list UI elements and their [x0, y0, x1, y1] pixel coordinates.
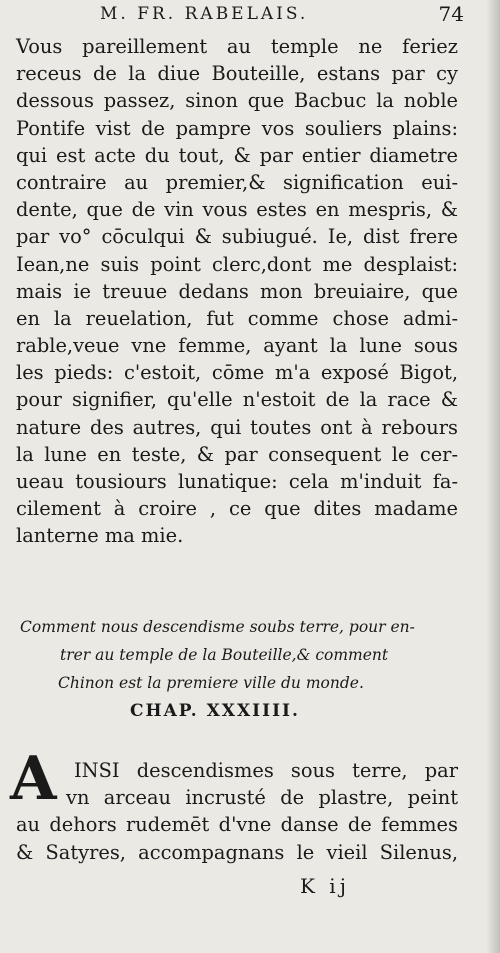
text-line: qui est acte du tout, & par entier diametre	[16, 143, 458, 167]
chapter-heading	[20, 613, 460, 697]
text-line: ueau tousiours lunatique: cela m'induit fa-	[16, 470, 458, 493]
chapter-heading-line: Chinon est la premiere ville du monde.	[58, 674, 364, 692]
text-line: cilement à croire , ce que dites madame	[16, 497, 458, 521]
text-line: vn arceau incrusté de plastre, peint	[66, 786, 458, 810]
text-line: en la reuelation, fut comme chose admi-	[16, 306, 458, 330]
text-line: la lune en teste, & par consequent le cer-	[16, 442, 458, 466]
text-line: pour signifier, qu'elle n'estoit de la race &	[16, 388, 458, 412]
drop-cap: A	[10, 744, 57, 814]
text-line: contraire au premier,& signification eui-	[16, 170, 458, 194]
text-line: Iean,ne suis point clerc,dont me desplaist:	[16, 252, 458, 276]
text-line: les pieds: c'estoit, cōme m'a exposé Bigot,	[16, 361, 458, 385]
text-line: mais ie treuue dedans mon breuiaire, que	[16, 279, 458, 303]
text-line: au dehors rudemēt d'vne danse de femmes	[16, 813, 458, 837]
chapter-heading-line: Comment nous descendisme soubs terre, pour en-	[20, 618, 415, 636]
text-line: INSI descendismes sous terre, par	[74, 759, 458, 782]
body-paragraph	[16, 33, 458, 550]
text-line: & Satyres, accompagnans le vieil Silenus,	[16, 840, 458, 864]
text-line: receus de la diue Bouteille, estans par cy	[16, 62, 458, 86]
running-head: M. FR. RABELAIS.	[100, 4, 309, 24]
chapter-paragraph	[16, 757, 458, 866]
signature-mark: K ij	[300, 874, 350, 898]
chapter-number: CHAP. XXXIIII.	[130, 701, 300, 721]
text-line: nature des autres, qui toutes ont à rebours	[16, 415, 458, 439]
text-line: lanterne ma mie.	[16, 524, 184, 548]
chapter-heading-line: trer au temple de la Bouteille,& comment	[60, 646, 389, 664]
text-line: dessous passez, sinon que Bacbuc la noble	[16, 89, 458, 113]
text-line: rable,veue vne femme, ayant la lune sous	[16, 334, 458, 358]
page-number: 74	[438, 2, 464, 26]
text-line: dente, que de vin vous estes en mespris, &	[16, 198, 458, 222]
text-line: par vo° cōculqui & subiugué. Ie, dist frere	[16, 225, 458, 249]
text-line: Pontife vist de pampre vos souliers plains:	[16, 116, 458, 140]
text-line: Vous pareillement au temple ne feriez	[16, 35, 458, 58]
